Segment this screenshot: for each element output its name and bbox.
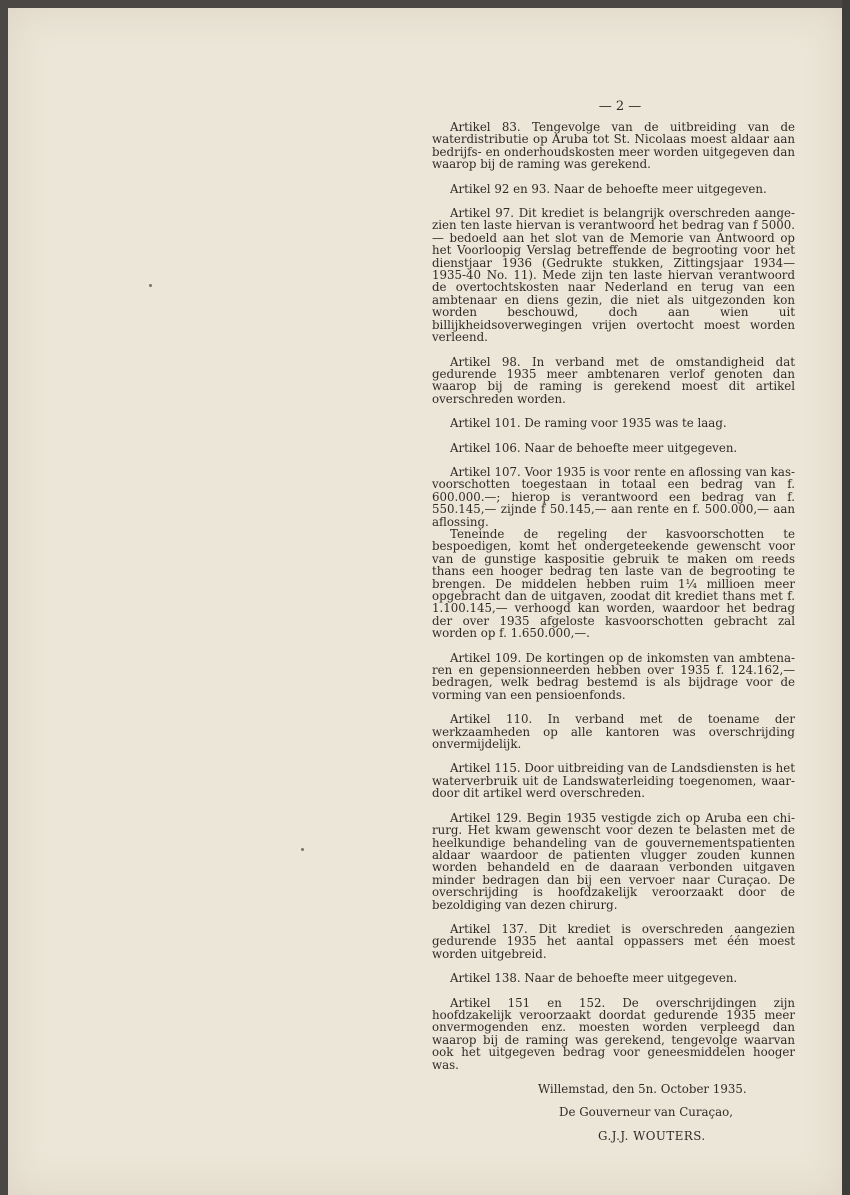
paragraph: Artikel 98. In verband met de omstandigheid dat gedurende 1935 meer ambtenaren verlof genoten dan waarop bij de raming is gerekend moest dit artikel overschreden worden. [432, 354, 795, 406]
paper-speck [149, 284, 152, 287]
paragraph: Artikel 97. Dit krediet is belangrijk overschreden aangezien ten laste hiervan is verantwoord het bedrag van f 5000.— bedoeld aan het slot van de Memorie van Antwoord op het Voorloopig Verslag betreffende de begrooting voor het dienstjaar 1936 (Gedrukte stukken, Zittingsjaar 1934—1935-40 No. 11). Mede zijn ten laste hiervan verantwoord de overtochtskosten naar Nederland en terug van een ambtenaar en diens gezin, die niet als uitgezonden kon worden beschouwd, doch aan wien uit billijkheidsoverwegingen vrijen overtocht moest worden verleend. [432, 206, 795, 345]
paragraph: Artikel 107. Voor 1935 is voor rente en aflossing van kasvoorschotten toegestaan in totaal een bedrag van f. 600.000.—; hierop is verantwoord een bedrag van f. 550.145,— zijnde f 50.145,— aan rente en f. 500.000,— aan aflossing. [432, 464, 795, 529]
signature-name: G.J.J. WOUTERS. [598, 1128, 706, 1143]
paragraph: Artikel 138. Naar de behoefte meer uitgegeven. [450, 971, 738, 986]
body-text [432, 121, 795, 1153]
paragraph: Artikel 109. De kortingen op de inkomsten van ambtenaren en gepensionneerden hebben over 1935 f. 124.162,— bedragen, welk bedrag bestemd is als bijdrage voor de vorming van een pensioenfonds. [432, 650, 795, 702]
paper-speck [301, 848, 304, 851]
paragraph: Artikel 83. Tengevolge van de uitbreiding van de waterdistributie op Aruba tot St. Nicolaas moest aldaar aan bedrijfs- en onderhoudskosten meer worden uitgegeven dan waarop bij de raming was gerekend. [432, 120, 795, 172]
paragraph-continuation: Teneinde de regeling der kasvoorschotten te bespoedigen, komt het ondergeteekende gewenscht voor van de gunstige kaspositie gebruik te maken om reeds thans een hooger bedrag ten laste van de begrooting te brengen. De middelen hebben ruim 1¼ millioen meer opgebracht dan de uitgaven, zoodat dit krediet thans met f. 1.100.145,— verhoogd kan worden, waardoor het bedrag der over 1935 afgeloste kasvoorschotten gebracht zal worden op f. 1.650.000,—. [432, 526, 795, 641]
paragraph: Artikel 101. De raming voor 1935 was te laag. [450, 416, 727, 431]
paragraph: Artikel 151 en 152. De overschrijdingen zijn hoofdzakelijk veroorzaakt doordat gedurende 1935 meer onvermogenden enz. moesten worden verpleegd dan waarop bij de raming was gerekend, tengevolge waarvan ook het uitgegeven bedrag voor geneesmiddelen hooger was. [432, 995, 795, 1072]
signature-place-date: Willemstad, den 5n. October 1935. [538, 1082, 747, 1096]
page-number: — 2 — [598, 99, 642, 114]
paragraph: Artikel 115. Door uitbreiding van de Landsdiensten is het waterverbruik uit de Landswaterleiding toegenomen, waardoor dit artikel werd overschreden. [432, 761, 795, 801]
scan-edge [842, 0, 850, 1195]
document-page [8, 8, 842, 1195]
paragraph: Artikel 129. Begin 1935 vestigde zich op Aruba een chirurg. Het kwam gewenscht voor dezen te belasten met de heelkundige behandeling van de gouvernementspatienten aldaar waardoor de patienten vlugger zouden kunnen worden behandeld en de daaraan verbonden uitgaven minder bedragen dan bij een vervoer naar Curaçao. De overschrijding is hoofdzakelijk veroorzaakt door de bezoldiging van dezen chirurg. [432, 810, 795, 912]
paragraph: Artikel 92 en 93. Naar de behoefte meer uitgegeven. [450, 181, 767, 196]
paragraph: Artikel 137. Dit krediet is overschreden aangezien gedurende 1935 het aantal oppassers met één moest worden uitgebreid. [432, 921, 795, 961]
paragraph: Artikel 106. Naar de behoefte meer uitgegeven. [450, 440, 738, 455]
paragraph: Artikel 110. In verband met de toename der werkzaamheden op alle kantoren was overschrijding onvermijdelijk. [432, 712, 795, 752]
signature-role: De Gouverneur van Curaçao, [559, 1105, 733, 1120]
